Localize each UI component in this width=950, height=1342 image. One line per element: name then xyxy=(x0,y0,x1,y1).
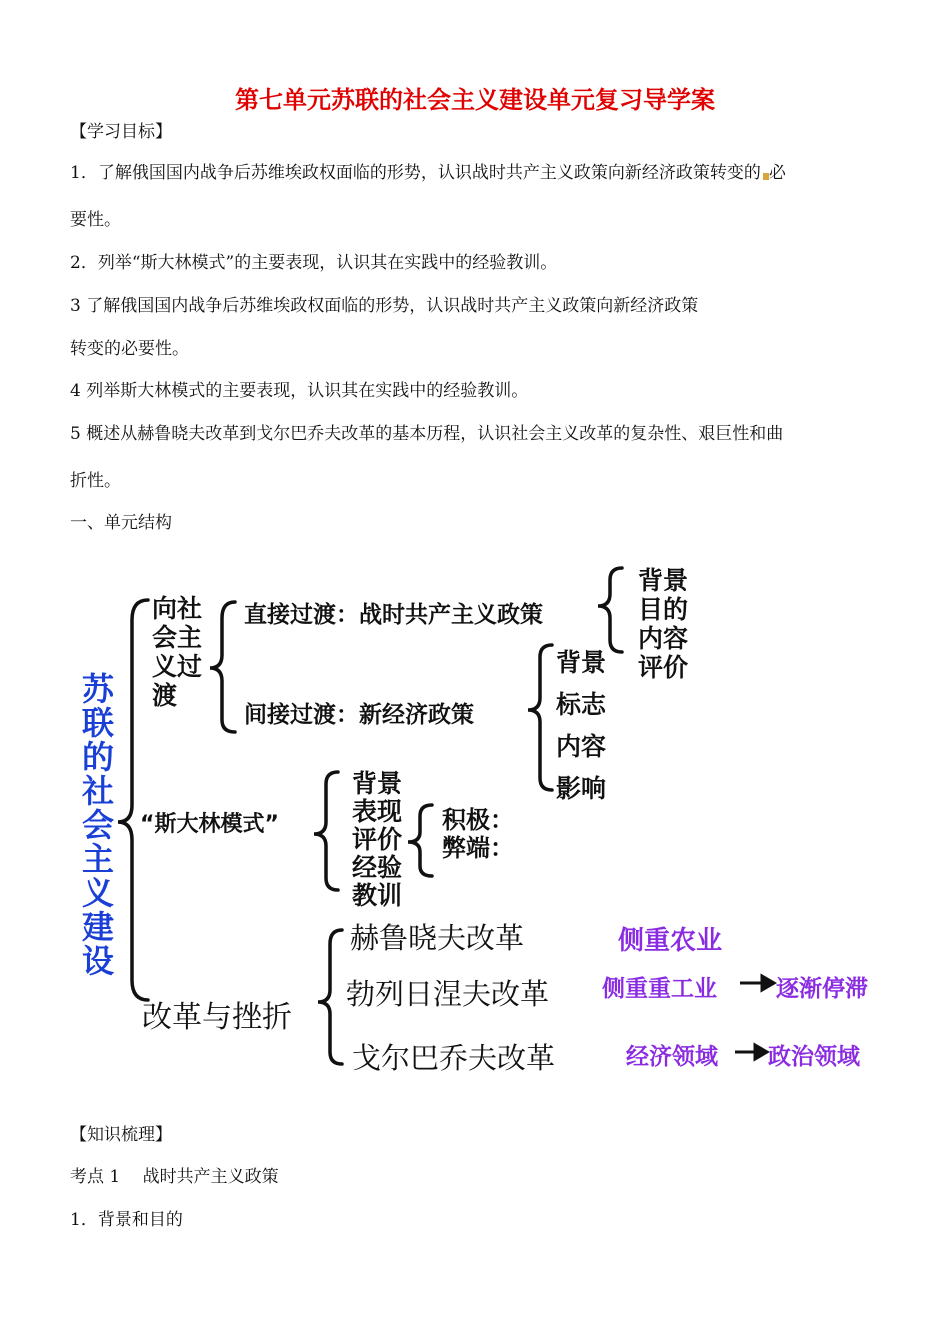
direct-bracket xyxy=(598,568,622,652)
stalin-item: 经验 xyxy=(352,853,403,882)
node-reform: 改革与挫折 xyxy=(142,1000,292,1035)
objective-4: 4 列举斯大林模式的主要表现，认识其在实践中的经验教训。 xyxy=(70,381,529,401)
gorbachev-note-2: 政治领域 xyxy=(768,1044,860,1070)
objective-1 xyxy=(70,158,786,183)
node-transition: 向社会主义过渡 xyxy=(152,594,203,710)
objective-3: 3 了解俄国国内战争后苏维埃政权面临的形势，认识战时共产主义政策向新经济政策 xyxy=(70,296,699,316)
reform-bracket xyxy=(318,930,342,1064)
eval-item-positive: 积极： xyxy=(442,806,514,834)
stalin-item: 教训 xyxy=(352,881,403,910)
page-title: 第七单元苏联的社会主义建设单元复习导学案 xyxy=(235,86,715,114)
objective-5: 5 概述从赫鲁晓夫改革到戈尔巴乔夫改革的基本历程，认识社会主义改革的复杂性、艰巨性和曲 xyxy=(70,424,784,444)
stalin-items xyxy=(352,770,402,910)
indirect-items xyxy=(556,642,606,810)
indirect-item: 标志 xyxy=(556,690,607,719)
eval-item-negative: 弊端： xyxy=(442,834,514,862)
indirect-item: 影响 xyxy=(556,774,607,803)
indirect-item: 内容 xyxy=(556,732,607,761)
objective-5-cont: 折性。 xyxy=(70,471,121,491)
eval-bracket xyxy=(408,805,432,876)
indirect-item: 背景 xyxy=(556,648,607,677)
direct-item: 目的 xyxy=(638,595,689,624)
brezhnev-note-2: 逐渐停滞 xyxy=(776,976,868,1002)
sub-heading-1: 1．背景和目的 xyxy=(70,1210,183,1230)
objective-1-cont: 要性。 xyxy=(70,210,121,230)
arrow-icon xyxy=(755,1045,767,1059)
stalin-item: 评价 xyxy=(352,825,403,854)
node-khrushchev: 赫鲁晓夫改革 xyxy=(350,921,525,955)
arrow-icon xyxy=(762,976,774,990)
objective-3-cont: 转变的必要性。 xyxy=(70,339,189,359)
node-gorbachev: 戈尔巴乔夫改革 xyxy=(352,1041,556,1075)
direct-item: 内容 xyxy=(638,624,689,653)
node-indirect-transition: 间接过渡：新经济政策 xyxy=(244,702,474,728)
indirect-bracket xyxy=(528,645,552,790)
direct-item: 评价 xyxy=(638,653,689,682)
brezhnev-note: 侧重重工业 xyxy=(602,976,717,1002)
objectives-heading: 【学习目标】 xyxy=(70,122,172,142)
gorbachev-note: 经济领域 xyxy=(626,1044,718,1070)
objective-2: 2．列举“斯大林模式”的主要表现，认识其在实践中的经验教训。 xyxy=(70,253,558,273)
structure-diagram xyxy=(70,560,900,1080)
node-stalin-model: “斯大林模式” xyxy=(140,812,279,837)
knowledge-heading: 【知识梳理】 xyxy=(70,1125,172,1145)
objective-1-tail: 必 xyxy=(768,163,786,183)
stalin-item: 表现 xyxy=(352,797,403,826)
node-direct-transition: 直接过渡：战时共产主义政策 xyxy=(244,602,543,628)
eval-items xyxy=(442,806,514,862)
direct-items xyxy=(638,566,688,682)
section-unit-structure: 一、单元结构 xyxy=(70,513,172,533)
transition-bracket xyxy=(210,602,235,732)
exam-point-1: 考点 1 战时共产主义政策 xyxy=(70,1167,279,1187)
stalin-bracket xyxy=(314,772,338,890)
node-brezhnev: 勃列日涅夫改革 xyxy=(346,977,550,1011)
khrushchev-note: 侧重农业 xyxy=(618,926,723,956)
direct-item: 背景 xyxy=(638,566,689,595)
objective-1-text: 1．了解俄国国内战争后苏维埃政权面临的形势，认识战时共产主义政策向新经济政策转变的 xyxy=(70,163,761,183)
stalin-item: 背景 xyxy=(352,769,403,798)
diagram-root: 苏联的社会主义建设 xyxy=(82,670,115,980)
